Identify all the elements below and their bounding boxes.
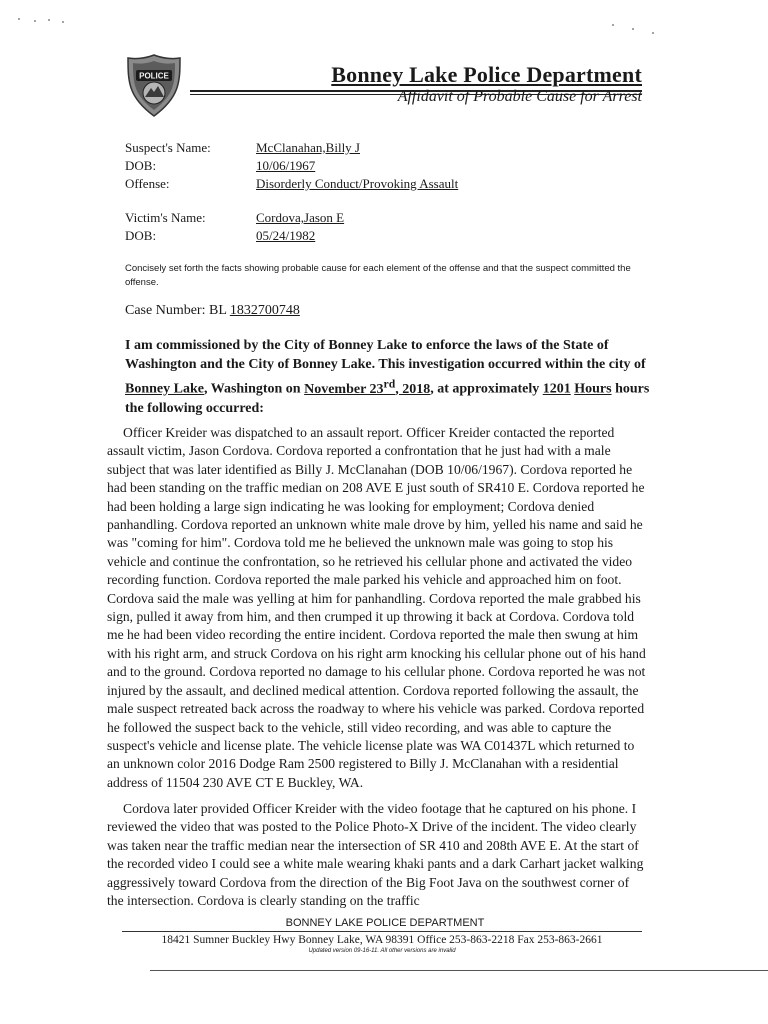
case-number [125, 303, 300, 319]
victim-dob-value: 05/24/1982 [256, 228, 316, 243]
commission-text: , at approximately [430, 381, 543, 397]
scan-speck [34, 20, 36, 22]
narrative-paragraph-2 [107, 800, 647, 910]
scan-speck [18, 18, 20, 20]
commission-date-year: , 2018 [395, 381, 431, 397]
footer-address: 18421 Sumner Buckley Hwy Bonney Lake, WA 98391 Office 253-863-2218 Fax 253-863-2661 [161, 934, 603, 946]
commission-text: , Washington on [203, 381, 305, 397]
commission-city: Bonney Lake [125, 381, 204, 397]
commission-text: I am commissioned by the City of Bonney Lake to enforce the laws of the State of Washington and the City of Bonney Lake. This investigation occurred within the city of [125, 338, 646, 372]
narrative-text: Cordova later provided Officer Kreider with the video footage that he captured on his phone. I reviewed the video that was posted to the Police Photo-X Drive of the incident. The video clearly was taken near the traffic median near the intersection of SR 410 and 208th AVE E. At the start of the recorded video I could see a white male wearing khaki pants and a dark Carhart jacket walking aggressively toward Cordova from the direction of the Big Foot Java on the southwest corner of the intersection. Cordova is clearly standing on the traffic [107, 801, 644, 909]
police-badge-icon [122, 53, 186, 119]
suspect-name-value: McClanahan,Billy J [256, 140, 360, 155]
document-subtitle: Affidavit of Probable Cause for Arrest [397, 88, 642, 105]
case-number-value: 1832700748 [229, 303, 300, 318]
scan-speck [48, 19, 50, 21]
commission-hours: Hours [574, 381, 612, 397]
offense-label: Offense: [125, 176, 170, 191]
commission-date-suffix: rd [383, 377, 396, 390]
instructions-text: Concisely set forth the facts showing probable cause for each element of the offense and that the suspect committed the offense. [125, 263, 631, 288]
commission-date-main: November 23 [304, 381, 384, 397]
suspect-dob-label: DOB: [125, 158, 157, 173]
commission-date [304, 377, 431, 397]
page-bottom-rule [150, 970, 768, 971]
narrative-paragraph-1 [107, 424, 647, 792]
scan-speck [612, 24, 614, 26]
scan-speck [62, 21, 64, 23]
case-number-label: Case Number: BL [125, 303, 230, 318]
victim-dob-label: DOB: [125, 228, 157, 243]
commission-statement [125, 336, 655, 418]
victim-name-value: Cordova,Jason E [256, 210, 345, 225]
scan-speck [652, 32, 654, 34]
suspect-name-label: Suspect's Name: [125, 140, 211, 155]
footer-version-note: Updated version 09-16-11. All other versions are invalid [308, 948, 456, 954]
narrative-text: Officer Kreider was dispatched to an assault report. Officer Kreider contacted the reported assault victim, Jason Cordova. Cordova reported a confrontation that he just had with a male subject that was later identified as Billy J. McClanahan (DOB 10/06/1967). Cordova reported he had been standing on the traffic median on 208 AVE E just south of SR410 E. Cordova reported he had been holding a large sign indicating he was looking for employment; Cordova denied panhandling. Cordova reported an unknown white male drove by him, yelled his name and said he was "coming for him". Cordova told me he believed the unknown male was going to stop his vehicle and continue the confrontation, so he retrieved his cellular phone and activated the video recording function. Cordova reported the male parked his vehicle and approached him on foot. Cordova said the male was yelling at him for panhandling. Cordova reported the male grabbed his sign, pulled it away from him, and then crumped it up throwing it back at Cordova. Cordova told me he had been video recording the entire incident. Cordova reported the male then swung at him with his right arm, and struck Cordova on his right arm knocking his cellular phone out of his hand and to the ground. Cordova reported no damage to his cellular phone. Cordova reported he was not injured by the assault, and declined medical attention. Cordova reported following the assault, the male suspect retreated back across the roadway to where his vehicle was parked. Cordova reported he followed the suspect back to the vehicle, still video recording, and was able to capture the suspect's vehicle and license plate. The vehicle license plate was WA C01437L which returned to an unknown color 2016 Dodge Ram 2500 registered to Billy J. McClanahan with a residential address of 11504 230 AVE CT E Buckley, WA. [107, 425, 646, 790]
badge-text: POLICE [139, 71, 169, 81]
commission-text: hours the following occurred: [125, 381, 650, 416]
victim-name-label: Victim's Name: [125, 210, 206, 225]
suspect-dob-value: 10/06/1967 [256, 158, 316, 173]
offense-value: Disorderly Conduct/Provoking Assault [256, 176, 459, 191]
commission-time: 1201 [542, 381, 571, 397]
scan-speck [632, 28, 634, 30]
department-title: Bonney Lake Police Department [331, 62, 642, 87]
footer-rule [122, 931, 642, 932]
footer-department: BONNEY LAKE POLICE DEPARTMENT [285, 917, 485, 929]
